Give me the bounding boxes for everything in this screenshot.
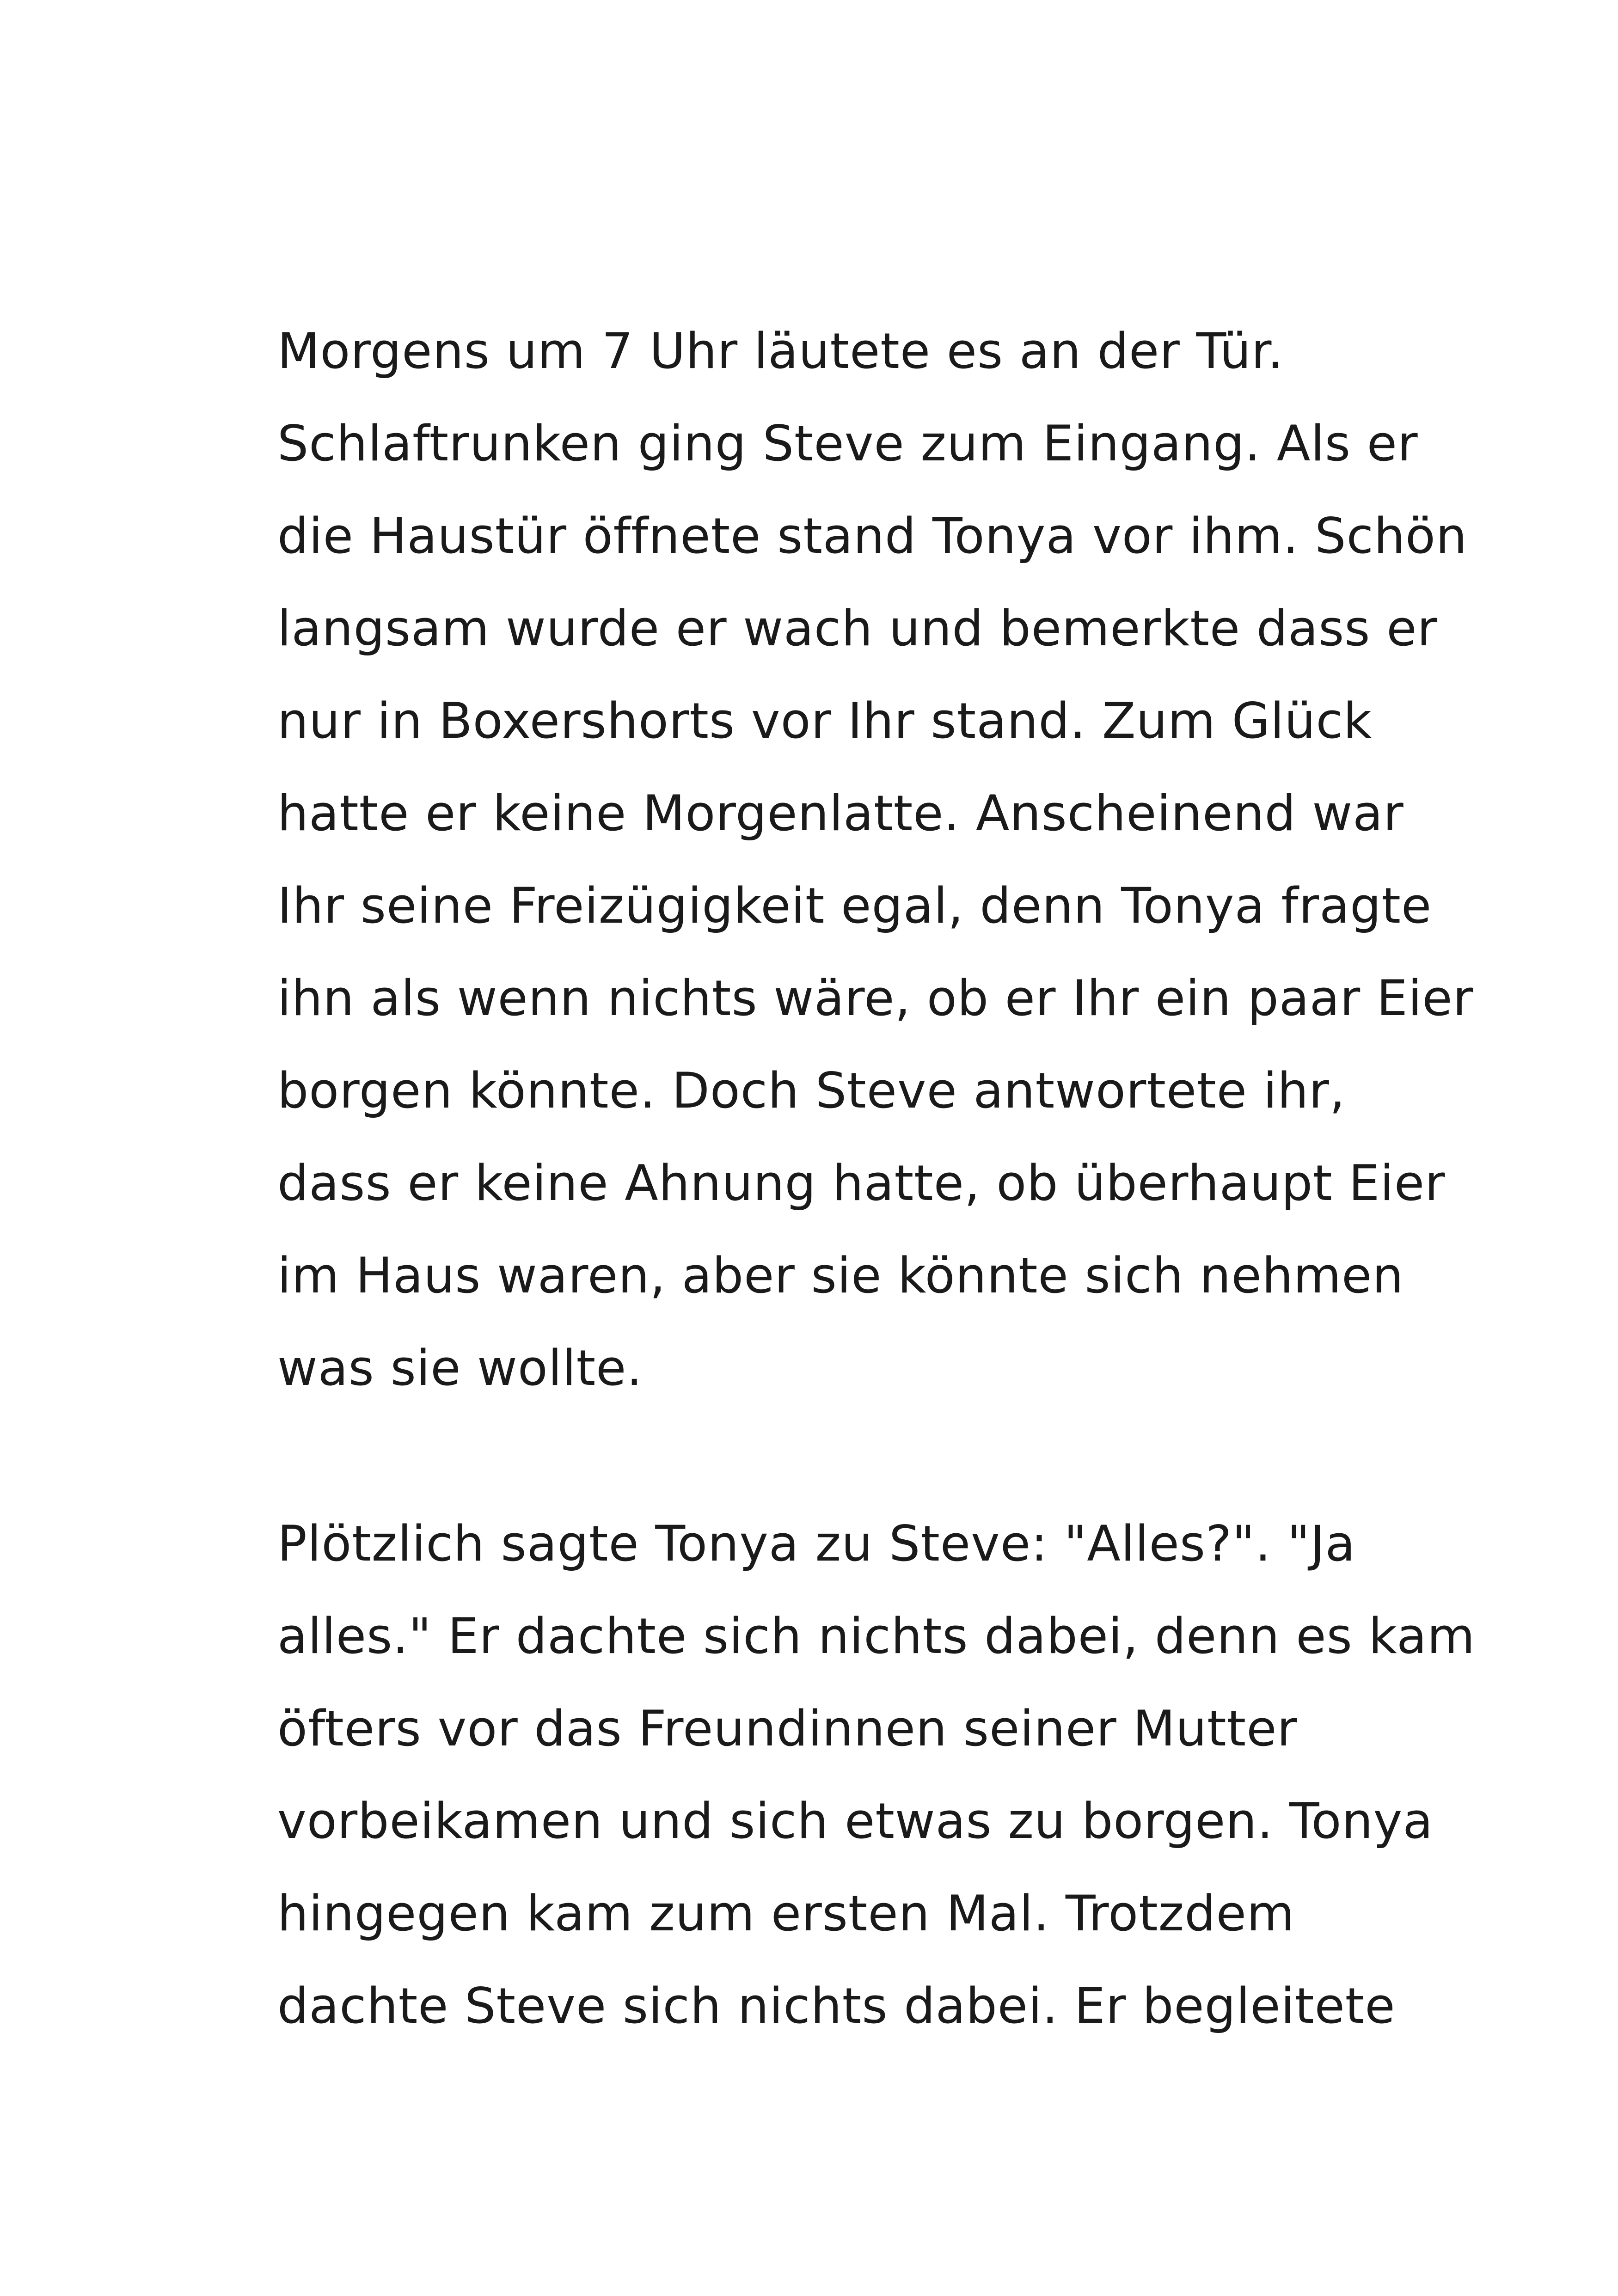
text-line: dachte Steve sich nichts dabei. Er begleitete	[277, 1978, 1396, 2034]
text-line: langsam wurde er wach und bemerkte dass er	[277, 600, 1438, 657]
text-line: alles." Er dachte sich nichts dabei, denn es kam	[277, 1608, 1476, 1665]
text-line: Ihr seine Freizügigkeit egal, denn Tonya fragte	[277, 877, 1432, 934]
text-line: vorbeikamen und sich etwas zu borgen. Tonya	[277, 1793, 1434, 1849]
text-line: Plötzlich sagte Tonya zu Steve: "Alles?". "Ja	[277, 1515, 1356, 1572]
text-line: dass er keine Ahnung hatte, ob überhaupt Eier	[277, 1155, 1446, 1212]
text-line: nur in Boxershorts vor Ihr stand. Zum Glück	[277, 692, 1373, 749]
text-line: Schlaftrunken ging Steve zum Eingang. Als er	[277, 415, 1418, 472]
text-line: Morgens um 7 Uhr läutete es an der Tür.	[277, 323, 1284, 380]
text-line: ihn als wenn nichts wäre, ob er Ihr ein paar Eier	[277, 970, 1474, 1027]
paragraph-1	[277, 305, 1474, 1414]
text-line: hatte er keine Morgenlatte. Anscheinend war	[277, 785, 1404, 842]
text-line: im Haus waren, aber sie könnte sich nehmen	[277, 1247, 1404, 1304]
paragraph-2	[277, 1498, 1476, 2052]
text-line: die Haustür öffnete stand Tonya vor ihm. Schön	[277, 508, 1468, 564]
text-line: borgen könnte. Doch Steve antwortete ihr,	[277, 1062, 1346, 1119]
text-line: was sie wollte.	[277, 1340, 643, 1396]
text-line: öfters vor das Freundinnen seiner Mutter	[277, 1700, 1298, 1757]
text-line: hingegen kam zum ersten Mal. Trotzdem	[277, 1885, 1295, 1942]
